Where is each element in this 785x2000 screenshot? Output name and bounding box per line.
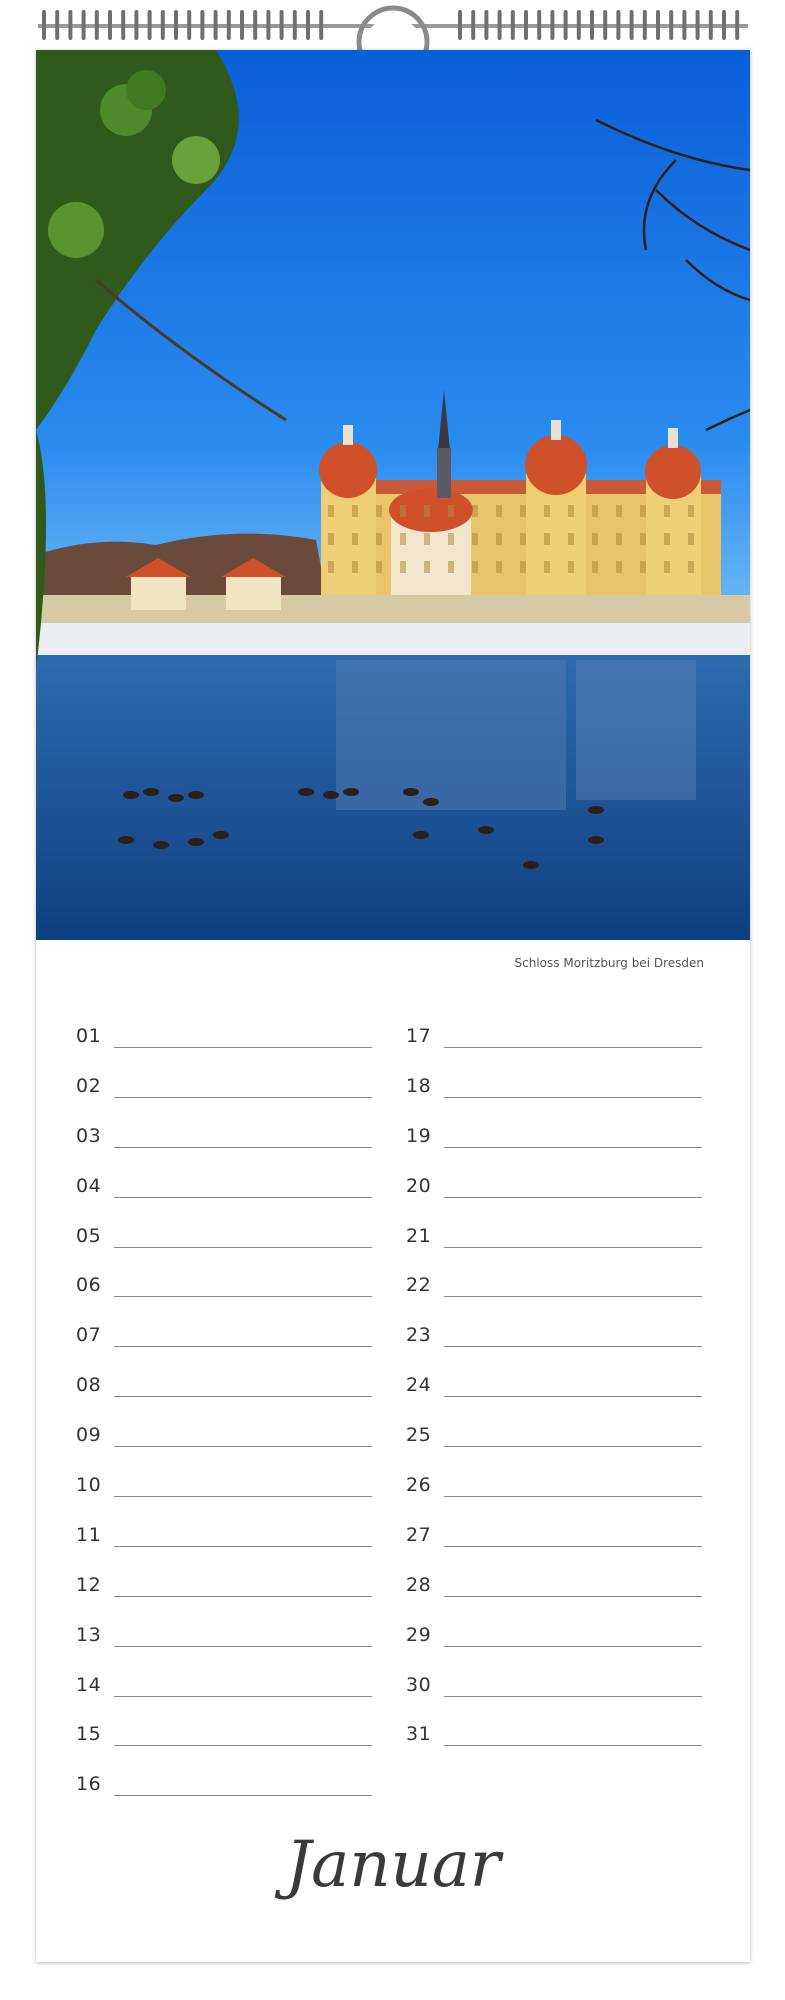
days-left-column [76, 1025, 376, 1823]
day-row [406, 1075, 706, 1125]
binding-ring [735, 10, 739, 40]
day-number: 18 [406, 1074, 432, 1097]
binding-ring [266, 10, 270, 40]
binding-ring [484, 10, 488, 40]
day-row [406, 1225, 706, 1275]
birthday-write-line [114, 1596, 372, 1597]
day-row [76, 1075, 376, 1125]
day-number: 26 [406, 1474, 432, 1497]
day-row [76, 1474, 376, 1524]
day-number: 09 [76, 1424, 102, 1447]
day-number: 24 [406, 1374, 432, 1397]
binding-ring [134, 10, 138, 40]
day-row [406, 1574, 706, 1624]
birthday-write-line [444, 1396, 702, 1397]
day-row [406, 1723, 706, 1773]
binding-ring [669, 10, 673, 40]
day-number: 27 [406, 1523, 432, 1546]
binding-ring [550, 10, 554, 40]
birthday-write-line [114, 1296, 372, 1297]
birthday-write-line [114, 1097, 372, 1098]
binding-ring [537, 10, 541, 40]
birthday-write-line [444, 1696, 702, 1697]
binding-ring [656, 10, 660, 40]
binding-ring [227, 10, 231, 40]
day-number: 01 [76, 1025, 102, 1047]
birthday-write-line [444, 1646, 702, 1647]
binding-ring [590, 10, 594, 40]
binding-ring [293, 10, 297, 40]
birthday-write-line [114, 1446, 372, 1447]
day-number: 12 [76, 1573, 102, 1596]
birthday-write-line [114, 1696, 372, 1697]
day-number: 15 [76, 1723, 102, 1746]
binding-ring [498, 10, 502, 40]
binding-ring [458, 10, 462, 40]
birthday-write-line [114, 1147, 372, 1148]
day-row [76, 1175, 376, 1225]
birthday-write-line [444, 1296, 702, 1297]
birthday-write-line [444, 1546, 702, 1547]
day-row [76, 1324, 376, 1374]
binding-ring [68, 10, 72, 40]
birthday-write-line [444, 1596, 702, 1597]
day-row [406, 1524, 706, 1574]
binding-ring [161, 10, 165, 40]
day-number: 05 [76, 1224, 102, 1247]
day-row [76, 1225, 376, 1275]
binding-ring [630, 10, 634, 40]
birthday-write-line [444, 1346, 702, 1347]
day-row [76, 1025, 376, 1075]
day-number: 11 [76, 1523, 102, 1546]
binding-ring [603, 10, 607, 40]
binding-ring [174, 10, 178, 40]
birthday-write-line [114, 1496, 372, 1497]
binding-ring [306, 10, 310, 40]
day-row [406, 1125, 706, 1175]
binding-ring [42, 10, 46, 40]
day-row [406, 1175, 706, 1225]
day-number: 29 [406, 1623, 432, 1646]
binding-ring [148, 10, 152, 40]
day-row [76, 1624, 376, 1674]
day-number: 17 [406, 1025, 432, 1047]
binding-ring [253, 10, 257, 40]
day-number: 08 [76, 1374, 102, 1397]
birthday-write-line [114, 1396, 372, 1397]
day-number: 21 [406, 1224, 432, 1247]
day-row [76, 1274, 376, 1324]
day-number: 07 [76, 1324, 102, 1347]
calendar-photo [36, 50, 750, 940]
birthday-write-line [444, 1147, 702, 1148]
binding-ring [643, 10, 647, 40]
binding-ring [319, 10, 323, 40]
day-number: 20 [406, 1174, 432, 1197]
day-row [76, 1125, 376, 1175]
day-row [76, 1723, 376, 1773]
day-number: 16 [76, 1773, 102, 1796]
birthday-write-line [114, 1546, 372, 1547]
day-number: 13 [76, 1623, 102, 1646]
day-row [76, 1524, 376, 1574]
day-number: 04 [76, 1174, 102, 1197]
binding-ring [564, 10, 568, 40]
birthday-write-line [444, 1097, 702, 1098]
day-number: 03 [76, 1124, 102, 1147]
binding-ring [511, 10, 515, 40]
day-row [406, 1674, 706, 1724]
birthday-write-line [114, 1247, 372, 1248]
day-row [406, 1374, 706, 1424]
day-row [76, 1374, 376, 1424]
day-number: 19 [406, 1124, 432, 1147]
days-right-column [406, 1025, 706, 1773]
binding-ring [240, 10, 244, 40]
day-number: 25 [406, 1424, 432, 1447]
binding-ring [82, 10, 86, 40]
binding-ring [682, 10, 686, 40]
photo-caption: Schloss Moritzburg bei Dresden [514, 956, 704, 970]
birthday-write-line [114, 1745, 372, 1746]
birthday-write-line [444, 1047, 702, 1048]
binding-ring [187, 10, 191, 40]
day-number: 10 [76, 1474, 102, 1497]
day-row [76, 1574, 376, 1624]
binding-ring [108, 10, 112, 40]
binding-ring [524, 10, 528, 40]
binding-ring [121, 10, 125, 40]
binding-ring [616, 10, 620, 40]
day-row [406, 1424, 706, 1474]
binding-ring [722, 10, 726, 40]
day-row [76, 1674, 376, 1724]
binding-ring [55, 10, 59, 40]
day-number: 30 [406, 1673, 432, 1696]
month-title: Januar [285, 1828, 501, 1902]
day-row [406, 1474, 706, 1524]
binding-ring [471, 10, 475, 40]
birthday-write-line [444, 1197, 702, 1198]
day-row [76, 1424, 376, 1474]
day-row [406, 1624, 706, 1674]
day-row [76, 1773, 376, 1823]
ice [36, 620, 750, 660]
birthday-write-line [114, 1346, 372, 1347]
birthday-write-line [114, 1795, 372, 1796]
day-number: 28 [406, 1573, 432, 1596]
birthday-write-line [114, 1646, 372, 1647]
binding-ring [214, 10, 218, 40]
day-row [406, 1324, 706, 1374]
birthday-write-line [444, 1446, 702, 1447]
day-number: 23 [406, 1324, 432, 1347]
binding-ring [577, 10, 581, 40]
day-number: 02 [76, 1074, 102, 1097]
birthday-write-line [444, 1247, 702, 1248]
day-number: 31 [406, 1723, 432, 1746]
day-row [406, 1274, 706, 1324]
binding-ring [200, 10, 204, 40]
binding-ring [280, 10, 284, 40]
day-number: 22 [406, 1274, 432, 1297]
day-number: 14 [76, 1673, 102, 1696]
birthday-write-line [444, 1745, 702, 1746]
binding-ring [696, 10, 700, 40]
calendar-sheet [36, 50, 750, 1962]
binding-ring [95, 10, 99, 40]
binding-ring [709, 10, 713, 40]
birthday-write-line [114, 1047, 372, 1048]
day-row [406, 1025, 706, 1075]
birthday-write-line [444, 1496, 702, 1497]
birthday-write-line [114, 1197, 372, 1198]
day-number: 06 [76, 1274, 102, 1297]
